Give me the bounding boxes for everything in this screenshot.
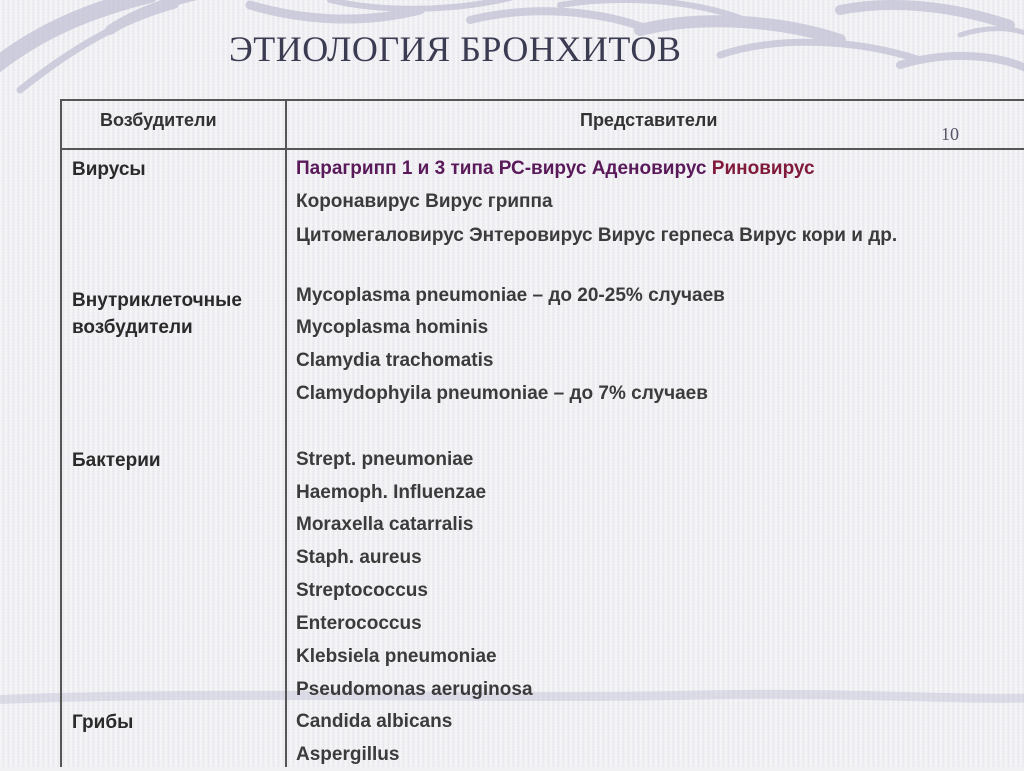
column-divider — [285, 99, 287, 767]
virus-line-2: Коронавирус Вирус гриппа — [296, 191, 553, 212]
list-item: Klebsiela pneumoniae — [296, 646, 497, 667]
header-divider — [60, 148, 1024, 150]
slide-title: ЭТИОЛОГИЯ БРОНХИТОВ — [229, 29, 682, 69]
virus-line-1 — [296, 152, 815, 185]
slide-number: 10 — [941, 124, 959, 144]
list-item: Strept. pneumoniae — [296, 449, 474, 470]
list-item: Candida albicans — [296, 711, 453, 732]
list-item: Clamydophyila pneumoniae – до 7% случаев — [296, 383, 708, 404]
list-item: Mycoplasma pneumoniae – до 20-25% случаев — [296, 285, 725, 306]
rhinovirus: Риновирус — [711, 158, 815, 179]
list-item: Enterococcus — [296, 613, 422, 634]
list-item: Clamydia trachomatis — [296, 350, 494, 371]
list-item: Pseudomonas aeruginosa — [296, 679, 533, 700]
category-viruses: Вирусы — [72, 159, 146, 180]
category-fungi: Грибы — [72, 712, 134, 733]
virus-list-1: Парагрипп 1 и 3 типа РС-вирус Аденовирус — [296, 158, 707, 179]
list-item: Aspergillus — [296, 744, 400, 765]
list-item: Haemoph. Influenzae — [296, 482, 487, 503]
virus-line-3: Цитомегаловирус Энтеровирус Вирус герпеса Вирус кори и др. — [296, 225, 898, 246]
header-representatives: Представители — [580, 110, 718, 130]
category-intracellular: Внутриклеточные возбудители — [72, 290, 242, 338]
list-item: Streptococcus — [296, 580, 428, 601]
list-item: Moraxella catarralis — [296, 514, 474, 535]
category-bacteria: Бактерии — [72, 450, 161, 471]
list-item: Staph. aureus — [296, 547, 422, 568]
list-item: Mycoplasma hominis — [296, 317, 489, 338]
header-pathogens: Возбудители — [100, 110, 217, 130]
